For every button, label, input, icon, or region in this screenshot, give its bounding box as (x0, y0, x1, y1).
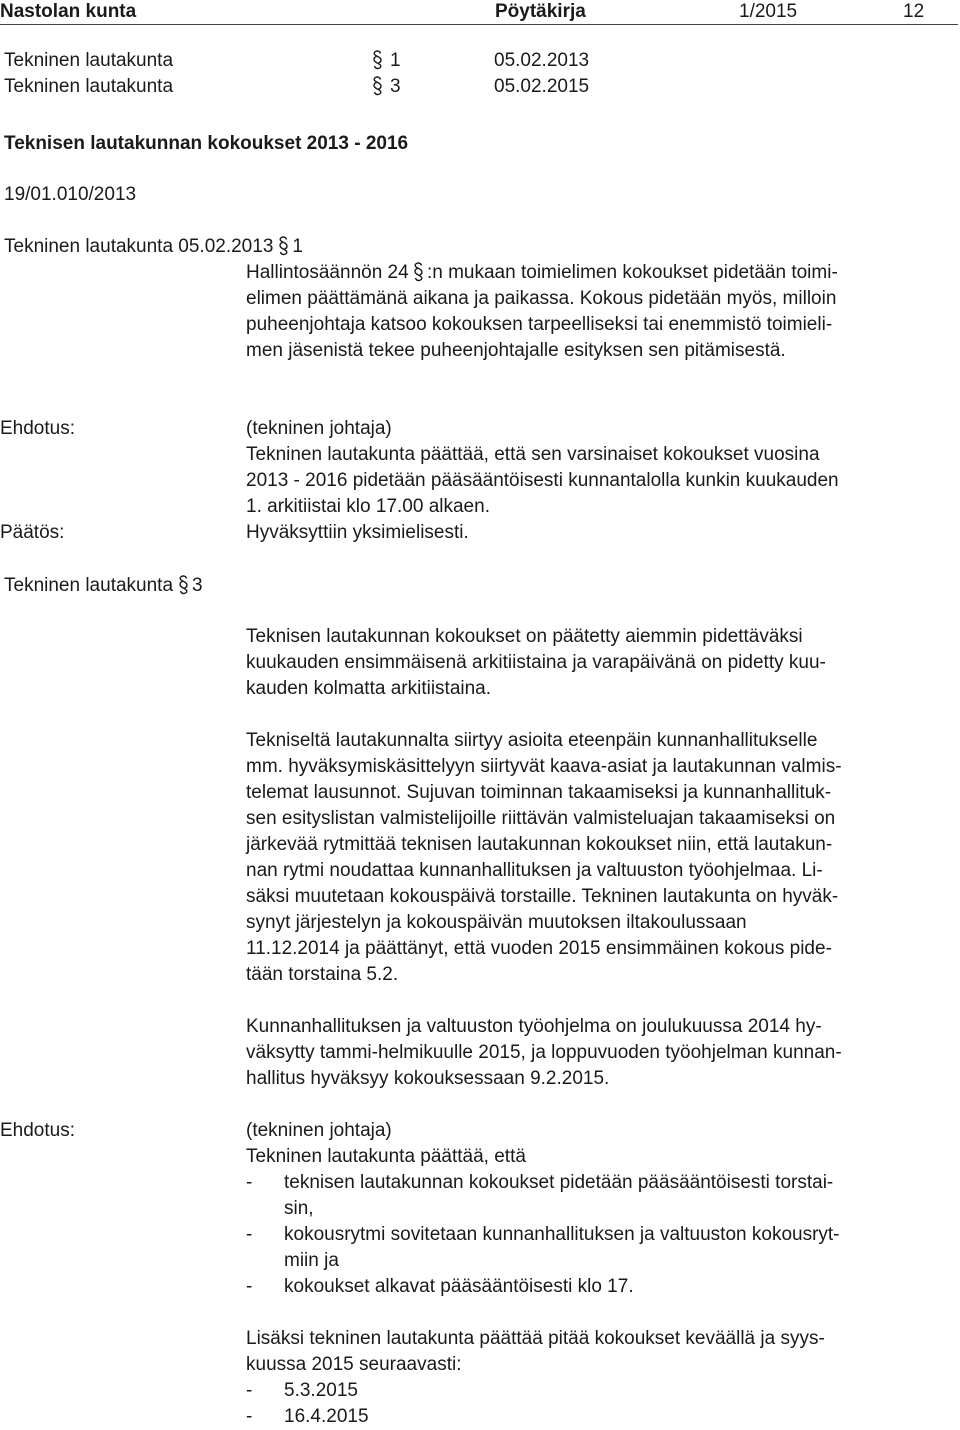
diary-number: 19/01.010/2013 (4, 184, 137, 205)
para-line: Kunnanhallituksen ja valtuuston työohjelma on joulukuussa 2014 hy- (246, 1016, 822, 1037)
list-dash: - (246, 1172, 253, 1193)
para-line: kuussa 2015 seuraavasti: (246, 1354, 462, 1375)
proposal-line: Tekninen lautakunta päättää, että (246, 1146, 526, 1167)
intro-line-1: Hallintosäännön 24 :n mukaan toimielimen kokoukset pidetään toimi- (246, 262, 838, 283)
list-dash: - (246, 1380, 253, 1401)
item-2013-ref-text: Tekninen lautakunta 05.02.2013 (4, 236, 274, 257)
section-sign-icon (371, 76, 384, 104)
proposal-line: (tekninen johtaja) (246, 418, 392, 439)
item-2015-para-2 (246, 728, 954, 988)
proposal-line: (tekninen johtaja) (246, 1120, 392, 1141)
para-line: järkevää rytmittää teknisen lautakunnan kokoukset niin, että lautakun- (246, 834, 833, 855)
para-line: telemat lausunnot. Sujuvan toiminnan takaamiseksi ja kunnanhallituk- (246, 782, 832, 803)
item-2013-intro (246, 260, 954, 364)
meeting-date-item: - 16.4.2015 (246, 1404, 954, 1430)
list-dash: - (246, 1276, 253, 1297)
section-sign-icon (277, 236, 290, 254)
subject-title: Teknisen lautakunnan kokoukset 2013 - 2016 (4, 133, 409, 154)
item-2015-para-4 (246, 1326, 954, 1430)
para-line: nan rytmi noudattaa kunnanhallituksen ja valtuuston työohjelmaa. Li- (246, 860, 823, 881)
para-line: kauden kolmatta arkitiistaina. (246, 678, 492, 699)
meeting-1-date: 05.02.2013 (494, 50, 590, 71)
para-line: synyt järjestelyn ja kokouspäivän muutoksen iltakoulussaan (246, 912, 747, 933)
proposal-list-item: - teknisen lautakunnan kokoukset pidetään pääsääntöisesti torstai- sin, (246, 1172, 834, 1219)
intro-line: puheenjohtaja katsoo kokouksen tarpeelliseksi tai enemmistö toimieli- (246, 314, 833, 335)
para-line: Lisäksi tekninen lautakunta päättää pitää kokoukset keväällä ja syys- (246, 1328, 825, 1349)
para-line: säksi muutetaan kokouspäivä torstaille. Tekninen lautakunta on hyväk- (246, 886, 839, 907)
meeting-2-body: Tekninen lautakunta (4, 76, 174, 97)
para-line: kuukauden ensimmäisenä arkitiistaina ja varapäivänä on pidetty kuu- (246, 652, 826, 673)
meeting-1-body: Tekninen lautakunta (4, 50, 174, 71)
proposal-list-item: - kokoukset alkavat pääsääntöisesti klo 17. (246, 1274, 954, 1300)
list-dash: - (246, 1406, 253, 1427)
document-number: 1/2015 (739, 1, 798, 22)
para-line: 11.12.2014 ja päättänyt, että vuoden 2015 ensimmäinen kokous pide- (246, 938, 832, 959)
item-2015-proposal (246, 1118, 954, 1300)
para-line: tään torstaina 5.2. (246, 964, 399, 985)
proposal-line: 2013 - 2016 pidetään pääsääntöisesti kunnantalolla kunkin kuukauden (246, 470, 839, 491)
item-2013-proposal (246, 416, 954, 520)
proposal-list-item: - kokousrytmi sovitetaan kunnanhallituksen ja valtuuston kokousryt- miin ja (246, 1224, 840, 1271)
para-line: sen esityslistan valmistelijoille riittävän valmisteluajan takaamiseksi on (246, 808, 836, 829)
item-2013-reference (4, 234, 303, 260)
item-2015-ref-section: 3 (192, 575, 203, 596)
section-sign-icon (177, 575, 190, 593)
meeting-2-date: 05.02.2015 (494, 76, 590, 97)
decision-text-2013: Hyväksyttiin yksimielisesti. (246, 522, 469, 543)
page-number: 12 (903, 1, 925, 22)
para-line: Teknisen lautakunnan kokoukset on päätetty aiemmin pidettäväksi (246, 626, 803, 647)
para-line: hallitus hyväksyy kokouksessaan 9.2.2015. (246, 1068, 610, 1089)
proposal-label-2015: Ehdotus: (0, 1120, 75, 1141)
meeting-date-item: - 5.3.2015 (246, 1378, 954, 1404)
item-2015-ref-text: Tekninen lautakunta (4, 575, 174, 596)
intro-line: elimen päättämänä aikana ja paikassa. Kokous pidetään myös, milloin (246, 288, 837, 309)
para-line: väksytty tammi-helmikuulle 2015, ja loppuvuoden työohjelman kunnan- (246, 1042, 842, 1063)
municipality-name: Nastolan kunta (0, 1, 137, 22)
item-2013-ref-section: 1 (292, 236, 303, 257)
decision-label-2013: Päätös: (0, 522, 65, 543)
list-dash: - (246, 1224, 253, 1245)
intro-line: men jäsenistä tekee puheenjohtajalle esityksen sen pitämisestä. (246, 340, 786, 361)
header-rule (0, 24, 958, 25)
meeting-1-section: 1 (390, 50, 401, 71)
section-sign-icon (412, 262, 425, 280)
section-sign-icon (371, 50, 384, 78)
para-line: mm. hyväksymiskäsittelyyn siirtyvät kaava-asiat ja lautakunnan valmis- (246, 756, 842, 777)
item-2015-para-3 (246, 1014, 954, 1092)
item-2015-reference (4, 573, 203, 599)
proposal-line: Tekninen lautakunta päättää, että sen varsinaiset kokoukset vuosina (246, 444, 820, 465)
document-type: Pöytäkirja (495, 1, 586, 22)
item-2015-para-1 (246, 624, 954, 702)
meeting-2-section: 3 (390, 76, 401, 97)
proposal-line: 1. arkitiistai klo 17.00 alkaen. (246, 496, 490, 517)
para-line: Tekniseltä lautakunnalta siirtyy asioita eteenpäin kunnanhallitukselle (246, 730, 818, 751)
proposal-label-2013: Ehdotus: (0, 418, 75, 439)
